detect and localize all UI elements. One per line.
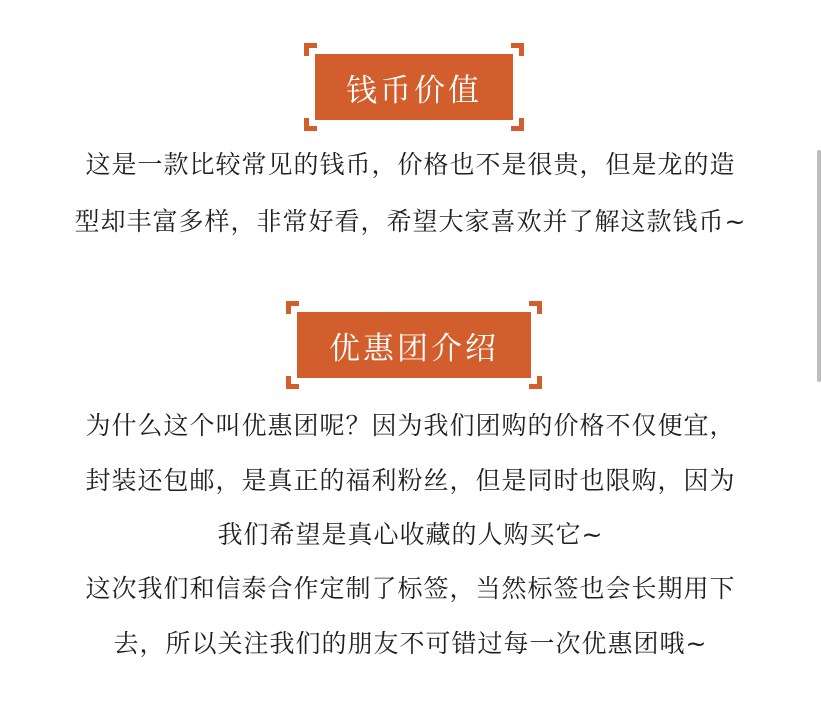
paragraph-line: 封装还包邮，是真正的福利粉丝，但是同时也限购，因为 — [85, 466, 736, 495]
section-title-label: 优惠团介绍 — [297, 312, 531, 378]
paragraph-line: 这次我们和信泰合作定制了标签，当然标签也会长期用下 — [85, 574, 736, 603]
section-title-coin-value — [304, 43, 524, 131]
paragraph-line: 为什么这个叫优惠团呢？因为我们团购的价格不仅便宜， — [85, 411, 736, 440]
section-title-group-buy-intro — [286, 301, 542, 389]
paragraph-line: 型却丰富多样，非常好看，希望大家喜欢并了解这款钱币~ — [74, 207, 747, 236]
paragraph-line: 这是一款比较常见的钱币，价格也不是很贵，但是龙的造 — [85, 150, 736, 179]
paragraph-line: 我们希望是真心收藏的人购买它~ — [217, 520, 604, 549]
scrollbar[interactable] — [817, 150, 821, 382]
paragraph-line: 去，所以关注我们的朋友不可错过每一次优惠团哦~ — [113, 629, 708, 658]
section-title-label: 钱币价值 — [315, 54, 513, 120]
